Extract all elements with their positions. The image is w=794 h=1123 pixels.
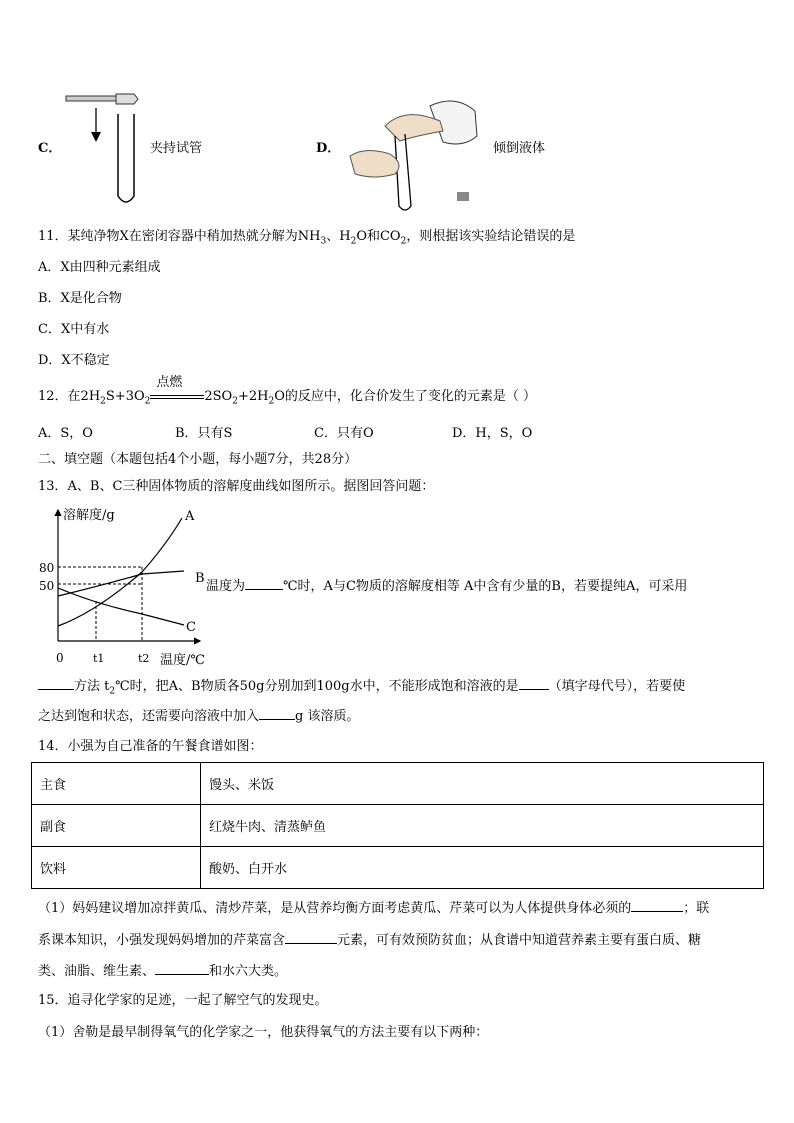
q11-option-d: D．X不稳定 <box>38 353 110 368</box>
chart-xlabel: 温度/℃ <box>160 653 205 668</box>
curve-c <box>58 588 184 625</box>
x-tick-t2: t2 <box>138 652 150 665</box>
table-row <box>32 805 764 847</box>
option-d-text: 倾倒液体 <box>493 141 546 156</box>
q15-stem: 15．追寻化学家的足迹，一起了解空气的发现史。 <box>38 993 328 1008</box>
q14-para-1: （1）妈妈建议增加凉拌黄瓜、清炒芹菜，是从营养均衡方面考虑黄瓜、芹菜可以为人体提供身体必须的 ；联 <box>38 897 709 918</box>
table-cell: 酸奶、白开水 <box>201 847 764 889</box>
q12-stem: 12．在$2H_2S+3O_2$ 点燃 $2SO_2+2H_2O$的反应中，化合价发生了变化的元素是（ ） <box>38 375 536 407</box>
q11-option-b: B．X是化合物 <box>38 291 122 306</box>
table-cell: 副食 <box>32 805 201 847</box>
q13-stem: 13．A、B、C三种固体物质的溶解度曲线如图所示。据图回答问题： <box>38 479 435 494</box>
q12-option-b: B．只有S <box>175 426 233 441</box>
q11-option-c: C．X中有水 <box>38 322 110 337</box>
option-c-text: 夹持试管 <box>150 141 203 156</box>
series-label-c: C <box>186 620 196 635</box>
q15-para-1: （1）舍勒是最早制得氧气的化学家之一，他获得氧气的方法主要有以下两种： <box>38 1025 489 1040</box>
q12-option-a: A．S，O <box>38 426 93 441</box>
q11-option-a: A．X由四种元素组成 <box>38 260 161 275</box>
table-row <box>32 763 764 805</box>
q11-stem: 11．某纯净物X在密闭容器中稍加热就分解为$NH_3$、$H_2O$和$CO_2$，则根据该实验结论错误的是 <box>38 229 576 247</box>
solubility-chart <box>36 500 206 670</box>
series-label-b: B <box>195 571 205 586</box>
series-label-a: A <box>185 509 195 524</box>
chart-ylabel: 溶解度/g <box>63 508 115 523</box>
q14-blank-3[interactable] <box>155 960 209 975</box>
q13-blank-2[interactable] <box>38 675 74 690</box>
q12-option-d: D．H，S，O <box>452 426 533 441</box>
y-tick-50: 50 <box>39 579 55 593</box>
x-tick-t1: t1 <box>93 652 105 665</box>
section-2-heading: 二、填空题（本题包括4个小题，每小题7分，共28分） <box>38 452 358 467</box>
tube-holder-figure <box>60 88 150 208</box>
x-tick-0: 0 <box>56 651 64 665</box>
y-tick-80: 80 <box>39 561 55 575</box>
lunch-menu-table <box>31 762 764 889</box>
q13-blank-3[interactable] <box>519 675 549 690</box>
q14-blank-2[interactable] <box>285 929 337 944</box>
table-row <box>32 847 764 889</box>
q13-blank-1[interactable] <box>245 575 283 590</box>
table-cell: 红烧牛肉、清蒸鲈鱼 <box>201 805 764 847</box>
q12-option-c: C．只有O <box>314 426 374 441</box>
q14-blank-1[interactable] <box>631 897 683 912</box>
table-cell: 主食 <box>32 763 201 805</box>
q12-condition: 点燃 <box>156 375 183 390</box>
table-cell: 饮料 <box>32 847 201 889</box>
table-cell: 馒头、米饭 <box>201 763 764 805</box>
q14-para-3: 类、油脂、维生素、 和水六大类。 <box>38 960 287 981</box>
pouring-liquid-figure <box>345 96 485 216</box>
option-c-label: C． <box>38 141 62 156</box>
q13-line-3: 之达到饱和状态，还需要向溶液中加入 g 该溶质。 <box>38 705 359 726</box>
q14-para-2: 系课本知识，小强发现妈妈增加的芹菜富含 元素，可有效预防贫血；从食谱中知道营养素主要有蛋白质、糖 <box>38 929 701 950</box>
q13-line-1: 温度为 ℃时，A与C物质的溶解度相等 A中含有少量的B，若要提纯A，可采用 <box>206 575 687 596</box>
q13-line-2: 方法 $t_2℃$时，把A、B物质各50g分别加到100g水中，不能形成饱和溶液的是 （填字母代号），若要使 <box>38 675 685 701</box>
q13-blank-4[interactable] <box>259 705 295 720</box>
q14-stem: 14．小强为自己准备的午餐食谱如图： <box>38 739 263 754</box>
option-d-label: D． <box>316 141 341 156</box>
